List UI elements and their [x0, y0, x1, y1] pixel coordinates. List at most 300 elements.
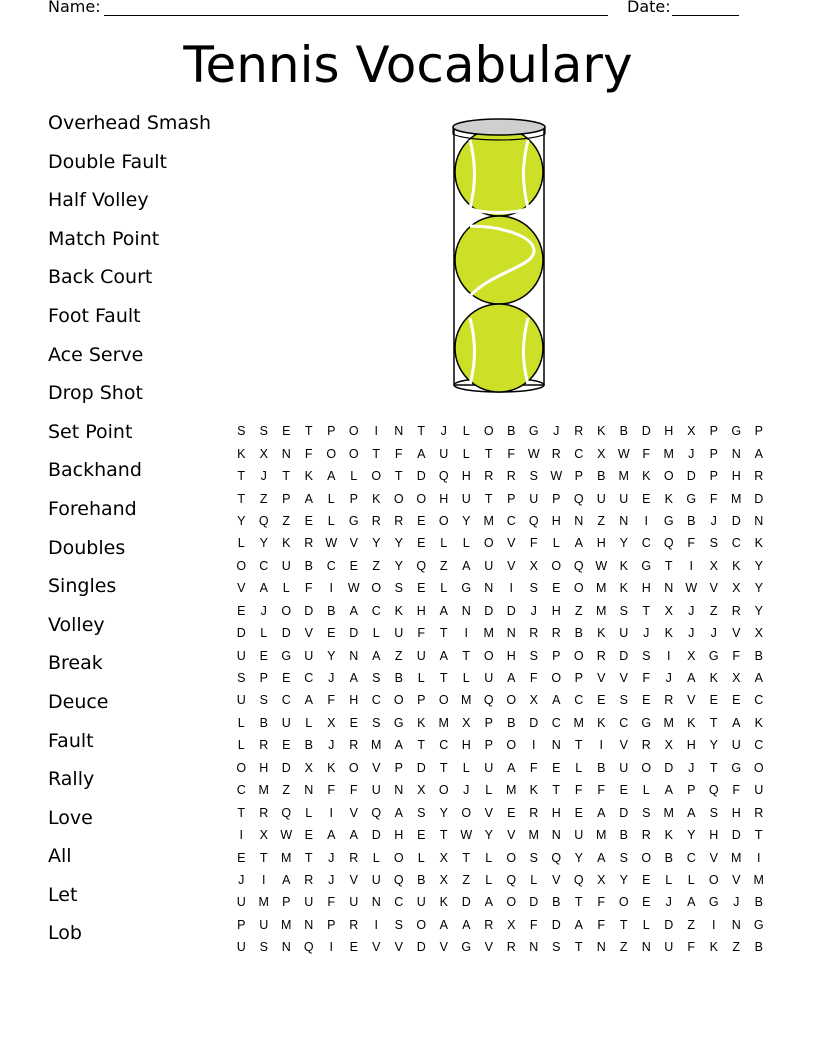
grid-cell[interactable]: Q [258, 513, 269, 528]
grid-cell[interactable]: H [731, 805, 741, 820]
grid-cell[interactable]: Y [372, 536, 381, 551]
grid-cell[interactable]: C [574, 446, 584, 461]
grid-cell[interactable]: F [327, 895, 336, 910]
grid-cell[interactable]: G [708, 895, 719, 910]
grid-cell[interactable]: R [641, 738, 651, 753]
grid-cell[interactable]: V [349, 536, 358, 551]
grid-cell[interactable]: Q [393, 872, 404, 887]
grid-cell[interactable]: C [686, 850, 696, 865]
grid-cell[interactable]: K [597, 424, 606, 439]
grid-cell[interactable]: K [372, 491, 381, 506]
grid-cell[interactable]: V [304, 626, 313, 641]
grid-cell[interactable]: Y [394, 558, 403, 573]
grid-cell[interactable]: H [686, 738, 696, 753]
grid-cell[interactable]: L [417, 671, 425, 686]
grid-cell[interactable]: Z [372, 558, 381, 573]
grid-cell[interactable]: H [394, 828, 404, 843]
grid-cell[interactable]: O [753, 760, 764, 775]
grid-cell[interactable]: O [438, 783, 449, 798]
grid-cell[interactable]: W [280, 828, 293, 843]
grid-cell[interactable]: L [485, 872, 493, 887]
grid-cell[interactable]: N [596, 940, 606, 955]
grid-cell[interactable]: L [462, 446, 470, 461]
grid-cell[interactable]: K [327, 760, 336, 775]
grid-cell[interactable]: Y [754, 558, 763, 573]
grid-cell[interactable]: O [348, 446, 359, 461]
grid-cell[interactable]: L [440, 536, 448, 551]
grid-cell[interactable]: O [416, 917, 427, 932]
grid-cell[interactable]: D [664, 917, 674, 932]
grid-cell[interactable]: B [574, 626, 583, 641]
grid-cell[interactable]: J [710, 513, 717, 528]
grid-cell[interactable]: T [439, 626, 448, 641]
grid-cell[interactable]: U [619, 491, 629, 506]
grid-cell[interactable]: M [483, 513, 494, 528]
grid-cell[interactable]: J [553, 424, 560, 439]
grid-cell[interactable]: B [259, 715, 268, 730]
grid-cell[interactable]: S [237, 671, 246, 686]
grid-cell[interactable]: M [528, 828, 539, 843]
grid-cell[interactable]: O [506, 850, 517, 865]
grid-cell[interactable]: L [642, 917, 650, 932]
grid-cell[interactable]: Z [597, 513, 606, 528]
grid-cell[interactable]: H [664, 424, 674, 439]
grid-cell[interactable]: C [754, 738, 764, 753]
grid-cell[interactable]: T [372, 446, 381, 461]
grid-cell[interactable]: T [304, 850, 313, 865]
grid-cell[interactable]: E [619, 783, 628, 798]
grid-cell[interactable]: V [619, 738, 628, 753]
name-field[interactable] [104, 15, 608, 16]
grid-cell[interactable]: O [641, 760, 652, 775]
grid-cell[interactable]: D [506, 603, 516, 618]
grid-cell[interactable]: K [732, 558, 741, 573]
grid-cell[interactable]: D [686, 469, 696, 484]
grid-cell[interactable]: S [619, 603, 628, 618]
grid-cell[interactable]: H [416, 603, 426, 618]
grid-cell[interactable]: U [664, 940, 674, 955]
grid-cell[interactable]: I [509, 581, 513, 596]
grid-cell[interactable]: D [619, 805, 629, 820]
grid-cell[interactable]: T [237, 469, 246, 484]
grid-cell[interactable]: P [687, 783, 696, 798]
grid-cell[interactable]: O [438, 693, 449, 708]
grid-cell[interactable]: Z [394, 648, 403, 663]
grid-cell[interactable]: X [687, 424, 696, 439]
grid-cell[interactable]: T [462, 648, 471, 663]
grid-cell[interactable]: X [259, 446, 268, 461]
grid-cell[interactable]: L [417, 850, 425, 865]
grid-cell[interactable]: U [236, 648, 246, 663]
grid-cell[interactable]: U [731, 738, 741, 753]
grid-cell[interactable]: A [417, 446, 426, 461]
grid-cell[interactable]: O [236, 558, 247, 573]
grid-cell[interactable]: L [237, 536, 245, 551]
grid-cell[interactable]: P [394, 760, 403, 775]
grid-cell[interactable]: N [506, 626, 516, 641]
grid-cell[interactable]: V [619, 671, 628, 686]
grid-cell[interactable]: D [754, 491, 764, 506]
grid-cell[interactable]: S [709, 536, 718, 551]
grid-cell[interactable]: A [372, 648, 381, 663]
grid-cell[interactable]: R [349, 738, 359, 753]
grid-cell[interactable]: T [237, 491, 246, 506]
grid-cell[interactable]: A [394, 805, 403, 820]
grid-cell[interactable]: M [663, 446, 674, 461]
grid-cell[interactable]: X [732, 581, 741, 596]
grid-cell[interactable]: C [754, 693, 764, 708]
grid-cell[interactable]: O [483, 424, 494, 439]
grid-cell[interactable]: P [574, 671, 583, 686]
grid-cell[interactable]: K [642, 469, 651, 484]
grid-cell[interactable]: A [687, 671, 696, 686]
grid-cell[interactable]: K [597, 715, 606, 730]
grid-cell[interactable]: P [237, 917, 246, 932]
grid-cell[interactable]: N [394, 783, 404, 798]
grid-cell[interactable]: A [484, 895, 493, 910]
grid-cell[interactable]: V [484, 940, 493, 955]
grid-cell[interactable]: U [574, 828, 584, 843]
grid-cell[interactable]: Q [573, 491, 584, 506]
grid-cell[interactable]: G [753, 917, 764, 932]
grid-cell[interactable]: D [416, 940, 426, 955]
grid-cell[interactable]: G [708, 648, 719, 663]
grid-cell[interactable]: T [394, 469, 403, 484]
grid-cell[interactable]: K [597, 626, 606, 641]
grid-cell[interactable]: I [667, 648, 671, 663]
grid-cell[interactable]: M [483, 626, 494, 641]
grid-cell[interactable]: H [349, 693, 359, 708]
grid-cell[interactable]: I [329, 581, 333, 596]
grid-cell[interactable]: T [709, 715, 718, 730]
grid-cell[interactable]: Q [438, 469, 449, 484]
grid-cell[interactable]: Z [732, 940, 741, 955]
grid-cell[interactable]: F [327, 693, 336, 708]
grid-cell[interactable]: K [619, 581, 628, 596]
grid-cell[interactable]: O [348, 424, 359, 439]
grid-cell[interactable]: J [328, 671, 335, 686]
grid-cell[interactable]: M [731, 850, 742, 865]
grid-cell[interactable]: Y [754, 603, 763, 618]
grid-cell[interactable]: C [551, 715, 561, 730]
grid-cell[interactable]: X [709, 558, 718, 573]
grid-cell[interactable]: O [573, 581, 584, 596]
grid-cell[interactable]: S [417, 805, 426, 820]
grid-cell[interactable]: H [506, 648, 516, 663]
grid-cell[interactable]: C [371, 603, 381, 618]
grid-cell[interactable]: A [327, 828, 336, 843]
grid-cell[interactable]: U [484, 671, 494, 686]
grid-cell[interactable]: W [460, 828, 473, 843]
grid-cell[interactable]: Q [506, 872, 517, 887]
grid-cell[interactable]: L [372, 626, 380, 641]
grid-cell[interactable]: N [304, 783, 314, 798]
grid-cell[interactable]: O [348, 760, 359, 775]
grid-cell[interactable]: E [642, 872, 651, 887]
grid-cell[interactable]: D [281, 626, 291, 641]
grid-cell[interactable]: T [439, 828, 448, 843]
grid-cell[interactable]: T [282, 469, 291, 484]
grid-cell[interactable]: Y [619, 536, 628, 551]
date-field[interactable] [672, 15, 739, 16]
grid-cell[interactable]: S [372, 715, 381, 730]
grid-cell[interactable]: Y [259, 536, 268, 551]
grid-cell[interactable]: C [236, 783, 246, 798]
grid-cell[interactable]: A [732, 715, 741, 730]
grid-cell[interactable]: X [507, 917, 516, 932]
grid-cell[interactable]: W [685, 581, 698, 596]
grid-cell[interactable]: U [281, 558, 291, 573]
grid-cell[interactable]: M [618, 469, 629, 484]
grid-cell[interactable]: L [462, 760, 470, 775]
grid-cell[interactable]: K [439, 895, 448, 910]
grid-cell[interactable]: Y [754, 581, 763, 596]
grid-cell[interactable]: U [394, 626, 404, 641]
grid-cell[interactable]: T [259, 850, 268, 865]
grid-cell[interactable]: U [281, 715, 291, 730]
grid-cell[interactable]: L [350, 469, 358, 484]
grid-cell[interactable]: F [732, 783, 741, 798]
grid-cell[interactable]: I [262, 872, 266, 887]
grid-cell[interactable]: F [687, 940, 696, 955]
grid-cell[interactable]: Y [439, 805, 448, 820]
grid-cell[interactable]: A [597, 805, 606, 820]
grid-cell[interactable]: K [394, 603, 403, 618]
grid-cell[interactable]: D [416, 469, 426, 484]
grid-cell[interactable]: B [597, 469, 606, 484]
grid-cell[interactable]: N [641, 940, 651, 955]
grid-cell[interactable]: L [237, 715, 245, 730]
grid-cell[interactable]: D [731, 513, 741, 528]
grid-cell[interactable]: I [464, 626, 468, 641]
grid-cell[interactable]: T [642, 603, 651, 618]
grid-cell[interactable]: Q [708, 783, 719, 798]
grid-cell[interactable]: N [664, 581, 674, 596]
grid-cell[interactable]: N [551, 738, 561, 753]
grid-cell[interactable]: A [439, 603, 448, 618]
grid-cell[interactable]: L [462, 424, 470, 439]
grid-cell[interactable]: P [552, 491, 561, 506]
grid-cell[interactable]: Z [259, 491, 268, 506]
grid-cell[interactable]: E [282, 424, 291, 439]
grid-cell[interactable]: E [349, 940, 358, 955]
grid-cell[interactable]: E [282, 671, 291, 686]
grid-cell[interactable]: X [439, 872, 448, 887]
grid-cell[interactable]: R [641, 828, 651, 843]
grid-cell[interactable]: O [551, 671, 562, 686]
grid-cell[interactable]: O [281, 603, 292, 618]
grid-cell[interactable]: P [282, 895, 291, 910]
grid-cell[interactable]: S [259, 940, 268, 955]
grid-cell[interactable]: O [506, 895, 517, 910]
grid-cell[interactable]: B [687, 513, 696, 528]
grid-cell[interactable]: J [688, 626, 695, 641]
grid-cell[interactable]: M [731, 491, 742, 506]
grid-cell[interactable]: O [371, 469, 382, 484]
grid-cell[interactable]: K [304, 469, 313, 484]
grid-cell[interactable]: A [687, 895, 696, 910]
grid-cell[interactable]: B [754, 940, 763, 955]
grid-cell[interactable]: R [551, 626, 561, 641]
grid-cell[interactable]: P [259, 671, 268, 686]
grid-cell[interactable]: X [732, 671, 741, 686]
grid-cell[interactable]: A [687, 805, 696, 820]
grid-cell[interactable]: M [573, 715, 584, 730]
grid-cell[interactable]: H [461, 469, 471, 484]
grid-cell[interactable]: P [327, 424, 336, 439]
grid-cell[interactable]: X [687, 648, 696, 663]
grid-cell[interactable]: C [574, 693, 584, 708]
grid-cell[interactable]: L [687, 872, 695, 887]
grid-cell[interactable]: V [439, 940, 448, 955]
grid-cell[interactable]: F [597, 783, 606, 798]
grid-cell[interactable]: O [416, 491, 427, 506]
grid-cell[interactable]: U [259, 917, 269, 932]
grid-cell[interactable]: C [304, 671, 314, 686]
grid-cell[interactable]: C [439, 738, 449, 753]
grid-cell[interactable]: U [529, 491, 539, 506]
grid-cell[interactable]: L [282, 581, 290, 596]
grid-cell[interactable]: G [641, 715, 652, 730]
grid-cell[interactable]: B [507, 715, 516, 730]
grid-cell[interactable]: Q [528, 513, 539, 528]
grid-cell[interactable]: A [439, 917, 448, 932]
grid-cell[interactable]: A [394, 738, 403, 753]
grid-cell[interactable]: D [371, 828, 381, 843]
grid-cell[interactable]: H [439, 491, 449, 506]
grid-cell[interactable]: I [329, 940, 333, 955]
grid-cell[interactable]: X [754, 626, 763, 641]
grid-cell[interactable]: J [688, 603, 695, 618]
grid-cell[interactable]: W [347, 581, 360, 596]
grid-cell[interactable]: Z [282, 513, 291, 528]
grid-cell[interactable]: F [687, 536, 696, 551]
grid-cell[interactable]: V [237, 581, 246, 596]
grid-cell[interactable]: O [393, 693, 404, 708]
grid-cell[interactable]: N [484, 581, 494, 596]
grid-cell[interactable]: W [527, 446, 540, 461]
grid-cell[interactable]: D [664, 760, 674, 775]
grid-cell[interactable]: C [371, 693, 381, 708]
grid-cell[interactable]: W [617, 446, 630, 461]
grid-cell[interactable]: N [304, 917, 314, 932]
grid-cell[interactable]: E [417, 513, 426, 528]
grid-cell[interactable]: M [281, 850, 292, 865]
grid-cell[interactable]: V [687, 693, 696, 708]
grid-cell[interactable]: K [709, 671, 718, 686]
grid-cell[interactable]: B [417, 872, 426, 887]
grid-cell[interactable]: J [665, 671, 672, 686]
grid-cell[interactable]: J [688, 760, 695, 775]
grid-cell[interactable]: A [597, 850, 606, 865]
grid-cell[interactable]: F [529, 671, 538, 686]
grid-cell[interactable]: I [532, 738, 536, 753]
grid-cell[interactable]: J [328, 872, 335, 887]
grid-cell[interactable]: O [393, 491, 404, 506]
grid-cell[interactable]: R [484, 917, 494, 932]
grid-cell[interactable]: F [642, 671, 651, 686]
grid-cell[interactable]: B [394, 671, 403, 686]
grid-cell[interactable]: I [712, 917, 716, 932]
grid-cell[interactable]: D [461, 895, 471, 910]
grid-cell[interactable]: F [529, 536, 538, 551]
grid-cell[interactable]: W [325, 536, 338, 551]
grid-cell[interactable]: F [597, 895, 606, 910]
grid-cell[interactable]: P [709, 424, 718, 439]
grid-cell[interactable]: Y [327, 648, 336, 663]
grid-cell[interactable]: V [709, 850, 718, 865]
grid-cell[interactable]: D [349, 626, 359, 641]
grid-cell[interactable]: N [461, 603, 471, 618]
grid-cell[interactable]: R [551, 446, 561, 461]
grid-cell[interactable]: A [327, 469, 336, 484]
grid-cell[interactable]: F [394, 446, 403, 461]
grid-cell[interactable]: E [552, 581, 561, 596]
grid-cell[interactable]: E [417, 581, 426, 596]
grid-cell[interactable]: V [709, 581, 718, 596]
grid-cell[interactable]: X [304, 760, 313, 775]
grid-cell[interactable]: E [642, 491, 651, 506]
grid-cell[interactable]: N [731, 917, 741, 932]
grid-cell[interactable]: A [349, 828, 358, 843]
grid-cell[interactable]: P [484, 715, 493, 730]
grid-cell[interactable]: Y [484, 828, 493, 843]
grid-cell[interactable]: A [507, 760, 516, 775]
grid-cell[interactable]: J [440, 424, 447, 439]
grid-cell[interactable]: J [260, 603, 267, 618]
grid-cell[interactable]: O [483, 648, 494, 663]
grid-cell[interactable]: E [349, 715, 358, 730]
grid-cell[interactable]: M [258, 783, 269, 798]
grid-cell[interactable]: D [236, 626, 246, 641]
grid-cell[interactable]: L [485, 850, 493, 865]
grid-cell[interactable]: A [259, 581, 268, 596]
grid-cell[interactable]: R [259, 738, 269, 753]
grid-cell[interactable]: V [732, 626, 741, 641]
grid-cell[interactable]: N [394, 424, 404, 439]
grid-cell[interactable]: U [484, 760, 494, 775]
grid-cell[interactable]: A [552, 693, 561, 708]
grid-cell[interactable]: N [574, 513, 584, 528]
grid-cell[interactable]: J [643, 626, 650, 641]
grid-cell[interactable]: U [619, 760, 629, 775]
grid-cell[interactable]: H [551, 805, 561, 820]
grid-cell[interactable]: E [304, 513, 313, 528]
grid-cell[interactable]: L [327, 513, 335, 528]
grid-cell[interactable]: E [552, 760, 561, 775]
grid-cell[interactable]: T [417, 738, 426, 753]
grid-cell[interactable]: O [236, 760, 247, 775]
grid-cell[interactable]: O [371, 581, 382, 596]
grid-cell[interactable]: B [664, 850, 673, 865]
grid-cell[interactable]: M [461, 693, 472, 708]
grid-cell[interactable]: S [394, 581, 403, 596]
grid-cell[interactable]: F [529, 917, 538, 932]
grid-cell[interactable]: Y [574, 850, 583, 865]
grid-cell[interactable]: O [438, 513, 449, 528]
grid-cell[interactable]: N [371, 895, 381, 910]
grid-cell[interactable]: E [259, 648, 268, 663]
grid-cell[interactable]: P [484, 738, 493, 753]
grid-cell[interactable]: L [485, 783, 493, 798]
grid-cell[interactable]: S [619, 850, 628, 865]
grid-cell[interactable]: L [305, 715, 313, 730]
grid-cell[interactable]: P [507, 491, 516, 506]
grid-cell[interactable]: U [484, 558, 494, 573]
grid-cell[interactable]: V [349, 872, 358, 887]
grid-cell[interactable]: Q [483, 693, 494, 708]
grid-cell[interactable]: P [709, 446, 718, 461]
